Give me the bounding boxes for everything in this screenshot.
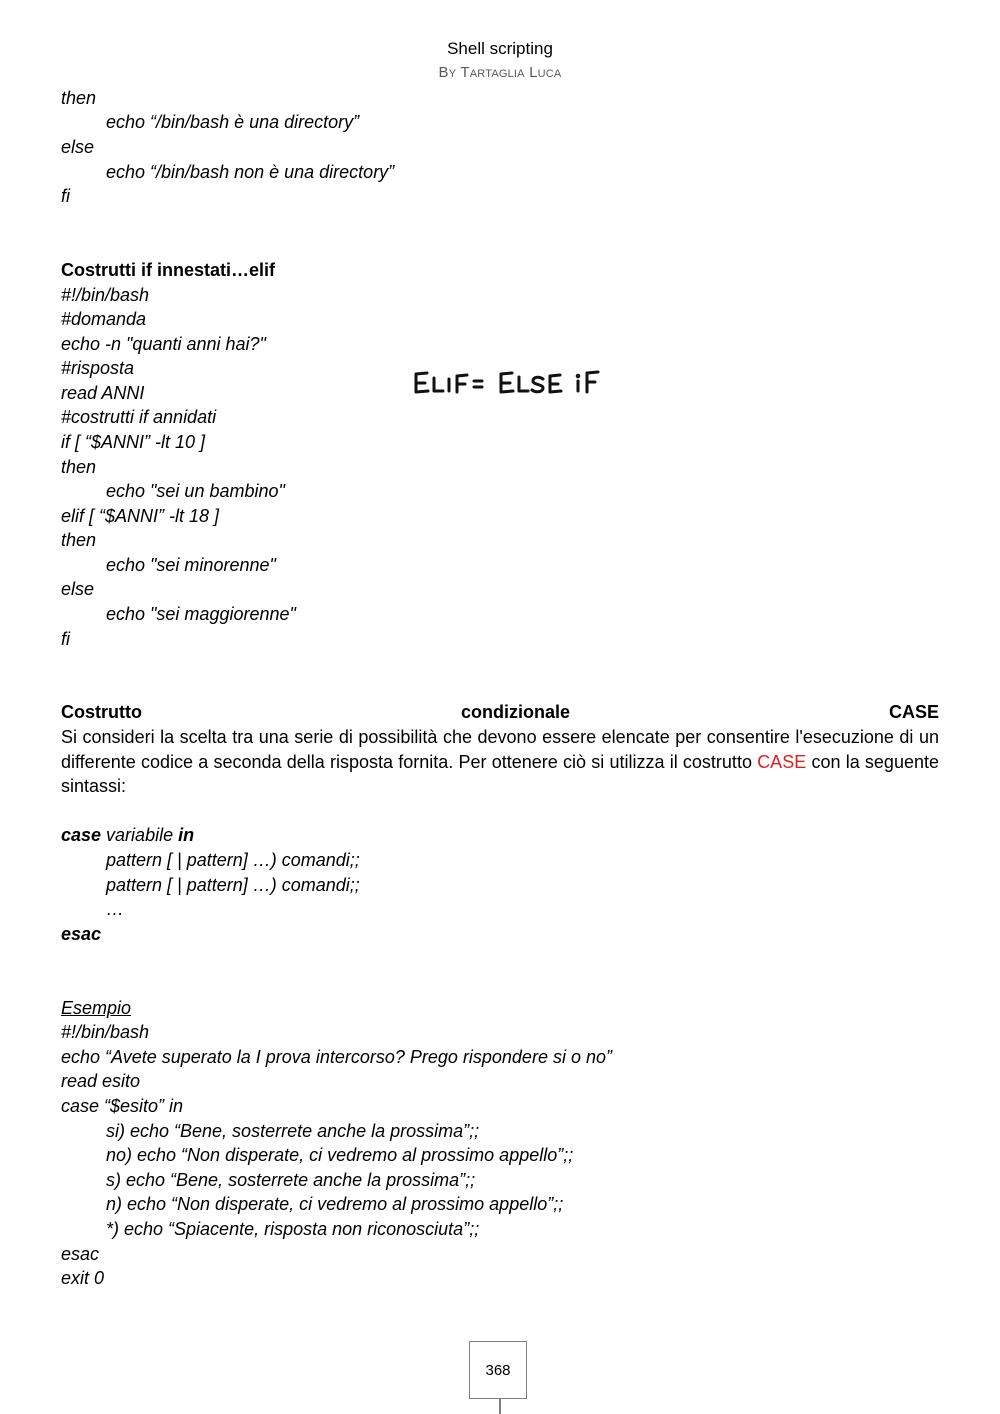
code-line: elif [ “$ANNI” -lt 18 ] [61,506,220,526]
keyword-case: case [61,825,102,845]
case-keyword: CASE [757,751,807,772]
code-line: exit 0 [61,1268,105,1288]
code-line: no) echo “Non disperate, ci vedremo al prossimo appello”;; [106,1145,574,1165]
code-line: else [61,579,95,599]
example-title: Esempio [61,998,132,1018]
code-line: case “$esito” in [61,1096,184,1116]
code-line: #domanda [61,309,147,329]
syntax-variable: variabile [101,825,179,845]
paragraph-text: con la seguente sintassi: [61,751,939,797]
code-line: n) echo “Non disperate, ci vedremo al prossimo appello”;; [106,1194,564,1214]
syntax-line [61,823,194,847]
document-author: By Tartaglia Luca [438,64,562,81]
page-number-tick [499,1399,501,1414]
keyword-esac: esac [61,924,102,944]
code-line: #costrutti if annidati [61,407,217,427]
syntax-line: pattern [ | pattern] …) comandi;; [106,850,360,870]
section-heading-elif: Costrutti if innestati…elif [61,260,276,280]
code-line: read esito [61,1071,141,1091]
code-line: then [61,530,97,550]
page-number-box [469,1341,527,1399]
code-line: s) echo “Bene, sosterrete anche la prossima”;; [106,1170,476,1190]
page-number: 368 [485,1361,511,1379]
code-line: #!/bin/bash [61,285,150,305]
document-title: Shell scripting [447,39,553,58]
code-line: #risposta [61,358,135,378]
heading-word: condizionale [460,702,570,722]
section-heading-case [61,700,939,724]
code-line: then [61,457,97,477]
heading-word: CASE [888,702,939,722]
syntax-line: … [106,899,124,919]
code-line: if [ “$ANNI” -lt 10 ] [61,432,206,452]
code-line: *) echo “Spiacente, risposta non riconosciuta”;; [106,1219,480,1239]
code-line: fi [61,629,70,649]
code-line: echo “/bin/bash non è una directory” [106,162,395,182]
heading-word: Costrutto [61,702,142,722]
code-line: then [61,88,97,108]
code-line: echo “Avete superato la I prova intercorso? Prego rispondere si o no” [61,1047,612,1067]
code-line: fi [61,186,70,206]
handwritten-annotation [412,364,612,400]
code-line: else [61,137,95,157]
code-line: echo -n "quanti anni hai?" [61,334,266,354]
code-line: echo "sei minorenne" [106,555,276,575]
case-description-paragraph [61,725,939,799]
code-line: echo "sei maggiorenne" [106,604,296,624]
syntax-line: pattern [ | pattern] …) comandi;; [106,875,360,895]
code-line: echo “/bin/bash è una directory” [106,112,360,132]
code-line: #!/bin/bash [61,1022,150,1042]
code-line: echo "sei un bambino" [106,481,285,501]
code-line: si) echo “Bene, sosterrete anche la prossima”;; [106,1121,480,1141]
keyword-in: in [178,825,195,845]
code-line: esac [61,1244,100,1264]
code-line: read ANNI [61,383,145,403]
paragraph-text: Si consideri la scelta tra una serie di possibilità che devono essere elencate per consentire l'esecuzione di un differente codice a seconda della risposta fornita. Per ottenere ciò si utilizza il costrutto [61,727,939,772]
